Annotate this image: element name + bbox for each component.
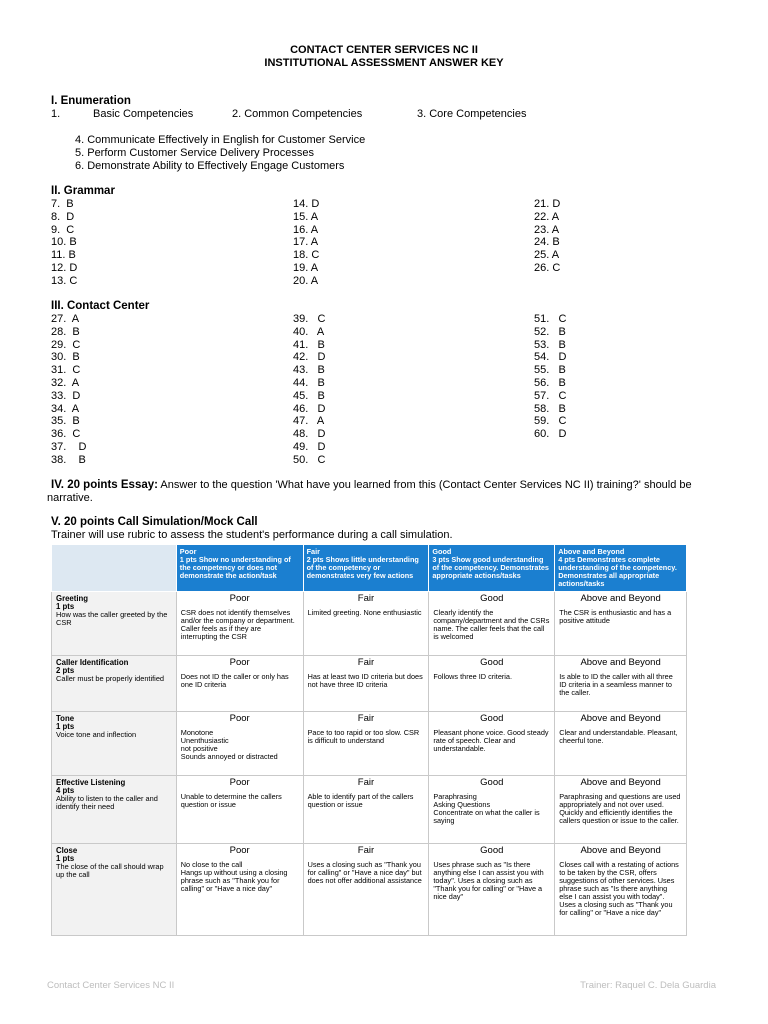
answer-item: 44. B — [293, 376, 325, 389]
cell-level: Fair — [357, 777, 375, 788]
rubric-row-effective-listening — [52, 776, 687, 844]
doc-title-line2: INSTITUTIONAL ASSESSMENT ANSWER KEY — [264, 57, 504, 69]
answer-item: 57. C — [534, 389, 567, 402]
enum-item-3: 3. Core Competencies — [417, 108, 527, 120]
answer-item: 17. A — [293, 236, 319, 249]
answer-item: 42. D — [293, 351, 326, 364]
answer-item: 47. A — [293, 415, 325, 428]
cell-text: Paraphrasing and questions are used appropriately and not over used. Quickly and efficiently identifies the callers question or issue to the caller. — [559, 792, 681, 825]
rubric-cell — [303, 592, 429, 656]
answer-item: 27. A — [51, 313, 80, 325]
answer-item: 45. B — [293, 389, 325, 402]
essay-text: Answer to the question 'What have you learned from this (Contact Center Services NC II) training?' should be narrative. — [47, 479, 692, 504]
rubric-cell — [555, 592, 687, 656]
rubric-header-good — [429, 545, 555, 592]
answer-item: 25. A — [534, 249, 560, 262]
rubric-cell — [429, 656, 555, 712]
cell-text: Has at least two ID criteria but does not have three ID criteria — [307, 672, 423, 689]
section-mock-call-heading: V. 20 points Call Simulation/Mock Call — [51, 516, 258, 528]
header-desc: 3 pts Show good understanding of the competency. Demonstrates appropriate actions/tasks — [432, 555, 549, 580]
rubric-cell — [555, 712, 687, 776]
answer-item: 46. D — [293, 402, 326, 415]
rubric-row-caller-identification — [52, 656, 687, 712]
answer-item: 56. B — [534, 376, 566, 389]
grammar-column-3 — [534, 198, 560, 275]
rubric-cell — [176, 844, 303, 936]
contact-column-2 — [293, 313, 325, 467]
answer-item: 41. B — [293, 338, 325, 351]
rubric-cell — [429, 844, 555, 936]
cell-text: Follows three ID criteria. — [433, 672, 513, 681]
answer-item: 54. D — [534, 351, 567, 364]
answer-item: 8. D — [51, 210, 75, 223]
enum-number-1: 1. — [51, 108, 61, 120]
cell-level: Above and Beyond — [580, 713, 661, 724]
criterion-points: 1 pts — [56, 854, 75, 863]
rubric-cell — [176, 656, 303, 712]
answer-item: 26. C — [534, 261, 561, 274]
answer-item: 24. B — [534, 236, 560, 249]
cell-text: CSR does not identify themselves and/or the company or department. Caller feels as if they are interrupting the CSR — [180, 608, 295, 641]
cell-text: Does not ID the caller or only has one ID criteria — [180, 672, 289, 689]
rubric-cell — [555, 844, 687, 936]
criterion-desc: How was the caller greeted by the CSR — [56, 610, 168, 627]
cell-level: Fair — [357, 845, 375, 856]
cell-text: Closes call with a restating of actions to be taken by the CSR, offers suggestions of other services. Uses phrase such as "Is there anything else I can assist you with today". Uses a closing such as "Thank you for calling" or "Have a nice day" — [559, 860, 679, 917]
answer-item: 19. A — [293, 261, 319, 274]
criterion-cell — [52, 712, 177, 776]
answer-item: 10. B — [51, 236, 77, 249]
cell-level: Fair — [357, 713, 375, 724]
cell-level: Good — [480, 713, 504, 724]
answer-item: 9. C — [51, 223, 75, 236]
answer-item: 50. C — [293, 453, 326, 466]
cell-text: Pleasant phone voice. Good steady rate of speech. Clear and understandable. — [433, 728, 549, 753]
criterion-desc: Ability to listen to the caller and identify their need — [56, 794, 158, 811]
cell-text: Limited greeting. None enthusiastic — [307, 608, 422, 617]
answer-item: 39. C — [293, 313, 326, 325]
answer-item: 16. A — [293, 223, 319, 236]
rubric-header-blank — [52, 545, 177, 592]
cell-text: Clearly identify the company/department and the CSRs name. The caller feels that the call is welcomed — [433, 608, 550, 641]
criterion-points: 4 pts — [56, 786, 75, 795]
criterion-points: 2 pts — [56, 666, 75, 675]
criterion-desc: Voice tone and inflection — [56, 730, 137, 739]
footer-right: Trainer: Raquel C. Dela Guardia — [580, 980, 716, 991]
cell-level: Above and Beyond — [580, 845, 661, 856]
cell-text: Uses phrase such as "Is there anything else I can assist you with today". Uses a closing such as "Thank you for calling" or "Have a nice day" — [433, 860, 544, 901]
cell-level: Good — [480, 777, 504, 788]
mock-call-intro: Trainer will use rubric to assess the student's performance during a call simulation. — [51, 529, 453, 541]
answer-item: 55. B — [534, 364, 566, 377]
answer-item: 40. A — [293, 325, 325, 338]
cell-level: Poor — [229, 713, 250, 724]
answer-item: 14. D — [293, 198, 320, 210]
essay-paragraph — [47, 479, 717, 505]
rubric-cell — [176, 776, 303, 844]
answer-item: 20. A — [293, 274, 319, 287]
rubric-cell — [555, 656, 687, 712]
header-level: Above and Beyond — [558, 547, 625, 556]
header-desc: 4 pts Demonstrates complete understanding of the competency. Demonstrates all appropriate actions/tasks — [558, 555, 677, 588]
rubric-cell — [303, 776, 429, 844]
criterion-cell — [52, 844, 177, 936]
rubric-cell — [429, 776, 555, 844]
rubric-cell — [176, 592, 303, 656]
contact-column-3 — [534, 313, 566, 441]
section-enumeration-heading: I. Enumeration — [51, 95, 131, 107]
answer-item: 49. D — [293, 440, 326, 453]
rubric-cell — [555, 776, 687, 844]
cell-level: Good — [480, 657, 504, 668]
cell-level: Poor — [229, 657, 250, 668]
header-level: Good — [432, 547, 452, 556]
answer-item: 30. B — [51, 351, 80, 364]
criterion-name: Caller Identification — [56, 658, 129, 667]
answer-item: 33. D — [51, 389, 81, 402]
cell-level: Good — [480, 845, 504, 856]
answer-item: 32. A — [51, 376, 80, 389]
rubric-row-greeting — [52, 592, 687, 656]
cell-text: No close to the call Hangs up without using a closing phrase such as "Thank you for calling" or "Have a nice day" — [180, 860, 288, 893]
answer-item: 60. D — [534, 428, 567, 441]
enum-item-2: 2. Common Competencies — [232, 108, 363, 120]
answer-item: 28. B — [51, 325, 80, 338]
answer-item: 36. C — [51, 428, 81, 441]
answer-item: 37. D — [51, 440, 87, 453]
rubric-header-fair — [303, 545, 429, 592]
section-grammar-heading: II. Grammar — [51, 185, 115, 197]
doc-title-line1: CONTACT CENTER SERVICES NC II — [290, 44, 478, 56]
cell-text: Is able to ID the caller with all three ID criteria in a seamless manner to the caller. — [559, 672, 673, 697]
cell-level: Good — [480, 593, 504, 604]
cell-level: Fair — [357, 657, 375, 668]
criterion-name: Tone — [56, 714, 75, 723]
section-contact-center-heading: III. Contact Center — [51, 300, 150, 312]
cell-text: Unable to determine the callers question or issue — [180, 792, 282, 809]
answer-item: 12. D — [51, 261, 78, 274]
enum-item-5: 5. Perform Customer Service Delivery Processes — [75, 147, 315, 159]
answer-item: 7. B — [51, 198, 74, 210]
answer-item: 51. C — [534, 313, 567, 325]
cell-text: Monotone Unenthusiastic not positive Sounds annoyed or distracted — [180, 728, 278, 761]
criterion-cell — [52, 656, 177, 712]
rubric-cell — [429, 592, 555, 656]
criterion-points: 1 pts — [56, 722, 75, 731]
answer-item: 15. A — [293, 210, 319, 223]
cell-text: Able to identify part of the callers question or issue — [307, 792, 414, 809]
answer-item: 34. A — [51, 402, 80, 415]
answer-item: 52. B — [534, 325, 566, 338]
enum-item-4: 4. Communicate Effectively in English for Customer Service — [75, 134, 366, 146]
rubric-cell — [429, 712, 555, 776]
enum-item-6: 6. Demonstrate Ability to Effectively Engage Customers — [75, 160, 345, 172]
cell-level: Fair — [357, 593, 375, 604]
rubric-table — [51, 544, 687, 936]
rubric-header-row — [52, 545, 687, 592]
cell-level: Poor — [229, 777, 250, 788]
header-level: Fair — [306, 547, 320, 556]
answer-item: 13. C — [51, 274, 78, 287]
header-desc: 2 pts Shows little understanding of the competency or demonstrates very few actions — [306, 555, 419, 580]
answer-item: 48. D — [293, 428, 326, 441]
answer-item: 29. C — [51, 338, 81, 351]
cell-level: Poor — [229, 845, 250, 856]
cell-text: The CSR is enthusiastic and has a positive attitude — [559, 608, 672, 625]
criterion-cell — [52, 776, 177, 844]
criterion-name: Greeting — [56, 594, 89, 603]
answer-item: 59. C — [534, 415, 567, 428]
criterion-desc: The close of the call should wrap up the call — [56, 862, 164, 879]
rubric-cell — [303, 844, 429, 936]
criterion-points: 1 pts — [56, 602, 75, 611]
answer-item: 31. C — [51, 364, 81, 377]
criterion-cell — [52, 592, 177, 656]
contact-column-1 — [51, 313, 86, 467]
answer-item: 21. D — [534, 198, 561, 210]
rubric-cell — [176, 712, 303, 776]
cell-text: Uses a closing such as "Thank you for calling" or "Have a nice day" but does not offer additional assistance — [307, 860, 422, 885]
answer-item: 22. A — [534, 210, 560, 223]
answer-item: 58. B — [534, 402, 566, 415]
criterion-desc: Caller must be properly identified — [56, 674, 165, 683]
cell-level: Poor — [229, 593, 250, 604]
cell-level: Above and Beyond — [580, 777, 661, 788]
rubric-row-tone — [52, 712, 687, 776]
answer-item: 11. B — [51, 249, 76, 262]
footer-left: Contact Center Services NC II — [47, 980, 175, 991]
header-level: Poor — [179, 547, 197, 556]
section-essay-heading: IV. 20 points Essay: — [51, 479, 158, 491]
rubric-header-above — [555, 545, 687, 592]
grammar-column-1 — [51, 198, 77, 288]
rubric-cell — [303, 712, 429, 776]
criterion-name: Effective Listening — [56, 778, 126, 787]
cell-text: Pace to too rapid or too slow. CSR is difficult to understand — [307, 728, 420, 745]
header-desc: 1 pts Show no understanding of the competency or does not demonstrate the action/task — [179, 555, 291, 580]
grammar-column-2 — [293, 198, 319, 288]
enum-item-1: Basic Competencies — [93, 108, 194, 120]
rubric-cell — [303, 656, 429, 712]
rubric-row-close — [52, 844, 687, 936]
answer-item: 23. A — [534, 223, 560, 236]
rubric-header-poor — [176, 545, 303, 592]
answer-item: 43. B — [293, 364, 325, 377]
answer-item: 18. C — [293, 249, 320, 262]
answer-item: 38. B — [51, 453, 86, 466]
cell-text: Paraphrasing Asking Questions Concentrate on what the caller is saying — [433, 792, 540, 825]
cell-level: Above and Beyond — [580, 593, 661, 604]
cell-level: Above and Beyond — [580, 657, 661, 668]
answer-item: 35. B — [51, 415, 80, 428]
criterion-name: Close — [56, 846, 78, 855]
answer-item: 53. B — [534, 338, 566, 351]
cell-text: Clear and understandable. Pleasant, cheerful tone. — [559, 728, 678, 745]
